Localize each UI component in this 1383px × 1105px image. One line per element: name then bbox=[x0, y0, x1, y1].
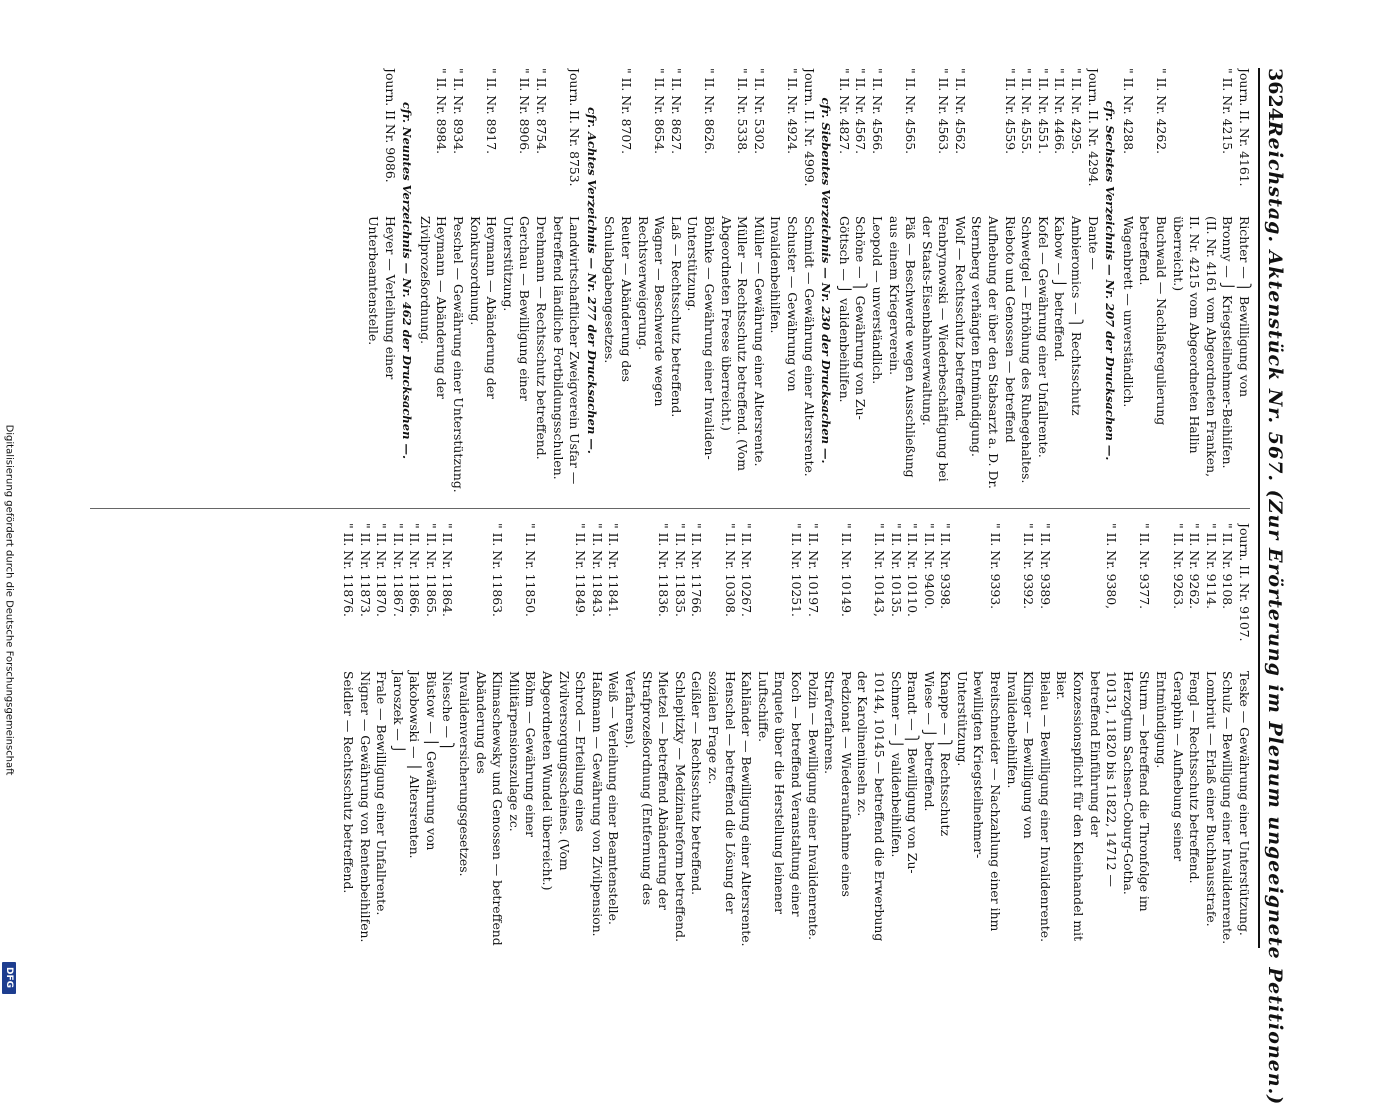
petition-text: Niesche — ⎫ bbox=[440, 671, 456, 752]
petition-entry bbox=[885, 68, 918, 493]
petition-entry bbox=[1119, 68, 1136, 493]
petition-text: Geißler — Rechtsschutz betreffend. bbox=[689, 671, 705, 896]
petition-text: Päß — Beschwerde wegen Ausschließung aus einem Kriegerverein. bbox=[886, 216, 919, 478]
petition-entry bbox=[852, 68, 869, 493]
petition-text: Böhm — Gewährung einer Militärpensionszulage zc. bbox=[506, 671, 539, 838]
journal-reference: " II. Nr. 9392. bbox=[1021, 523, 1037, 610]
petition-text: Göttsch — ⎭ validenbeihilfen. bbox=[836, 216, 852, 403]
journal-reference: " II. Nr. 9398. bbox=[938, 523, 954, 610]
journal-reference: " II. Nr. 9380, bbox=[1104, 523, 1120, 610]
journal-reference: " II. Nr. 8626. bbox=[702, 68, 717, 155]
left-column bbox=[82, 68, 1252, 493]
petition-entry bbox=[937, 523, 954, 948]
journal-reference: Journ. II. Nr. 4909. bbox=[801, 68, 817, 187]
journal-reference: " II. Nr. 9389. bbox=[1037, 523, 1053, 610]
petition-entry bbox=[365, 68, 398, 493]
journal-reference: " II. Nr. 11843. bbox=[589, 523, 605, 617]
petition-entry bbox=[499, 68, 532, 493]
journal-reference: " II. Nr. 4551. bbox=[1035, 68, 1051, 155]
journal-reference: " II. Nr. 8627. bbox=[668, 68, 684, 155]
petition-text: Schwetgel — Erhöhung des Ruhegehaltes. bbox=[1019, 216, 1035, 484]
column-divider bbox=[90, 508, 1250, 509]
petition-text: Müller — Rechtsschutz betreffend. (Vom Abgeordneten Freese überreicht.) bbox=[718, 216, 751, 472]
petition-entry bbox=[450, 68, 467, 493]
petition-text: Klimaschewsky und Genossen — betreffend Abänderung des Invalidenversicherungsgesetzes. bbox=[457, 671, 506, 946]
petition-text: 10131, 11820 bis 11822, 14712 — betreffend Einführung der Konzessionspflicht für den Kleinhandel mit Bier. bbox=[1054, 671, 1120, 942]
petition-entry bbox=[621, 523, 671, 948]
journal-reference: " II. Nr. 9263. bbox=[1170, 523, 1186, 610]
section-heading: cfr. Neuntes Verzeichnis — Nr. 462 der Drucksachen —. bbox=[400, 102, 415, 459]
petition-entry bbox=[339, 523, 356, 948]
petition-text: Schlepitzky — Medizinalreform betreffend. bbox=[672, 671, 688, 943]
petition-text: Henschel — betreffend die Lösung der sozialen Frage zc. bbox=[706, 671, 738, 914]
petition-text: Schmidt — Gewährung einer Altersrente. bbox=[801, 216, 817, 477]
dfg-logo: DFG bbox=[2, 962, 16, 994]
petition-text: Büstow — ⎪ Gewährung von bbox=[423, 671, 439, 851]
page-margin bbox=[0, 0, 18, 1000]
journal-reference: " II. Nr. 10197. bbox=[805, 523, 821, 617]
petition-text: Breitschneider — Nachzahlung einer ihm bewilligten Kriegsteilnehmer-Unterstützung. bbox=[954, 671, 1004, 932]
petition-text: (II. Nr. 4161 vom Abgeordneten Franken, II. Nr. 4215 vom Abgeordneten Hallin überreicht.) bbox=[1170, 216, 1219, 478]
petition-entry bbox=[1219, 523, 1236, 948]
journal-reference: " II. Nr. 4562. bbox=[952, 68, 968, 155]
petition-entry bbox=[868, 68, 885, 493]
petition-entry bbox=[422, 523, 439, 948]
petition-entry bbox=[1235, 523, 1252, 948]
petition-entry bbox=[754, 523, 804, 948]
journal-reference bbox=[1169, 68, 1219, 216]
petition-entry bbox=[505, 523, 538, 948]
petition-text: Drehmann — Rechtsschutz betreffend. bbox=[534, 216, 550, 460]
journal-reference: " II. Nr. 9262. bbox=[1187, 523, 1203, 610]
petition-entry bbox=[804, 523, 821, 948]
petition-text: Wiese — ⎭ betreffend. bbox=[921, 671, 937, 812]
petition-text: Gerchau — Bewilligung einer Unterstützung. bbox=[500, 216, 533, 401]
rotated-page-content bbox=[70, 68, 1290, 1105]
journal-reference: " II. Nr. 4295. bbox=[1069, 68, 1085, 155]
journal-reference: " II. Nr. 4555. bbox=[1019, 68, 1035, 155]
journal-reference: " II. Nr. 4827. bbox=[836, 68, 852, 155]
page-header bbox=[1258, 68, 1290, 1105]
petition-entry bbox=[671, 523, 688, 948]
journal-reference: " II. Nr. 10143, bbox=[871, 523, 887, 617]
petition-text: Schuster — Gewährung von Invalidenbeihilfen. bbox=[768, 216, 800, 392]
petition-entry bbox=[704, 523, 737, 948]
journal-reference: " II. Nr. 11836. bbox=[656, 523, 672, 617]
digitization-credit: Digitalisierung gefördert durch die Deutsche Forschungsgemeinschaft bbox=[3, 424, 15, 776]
petition-text: Landwirtschaftlicher Zweigverein Usfar — betreffend ländliche Fortbildungsschulen. bbox=[550, 216, 583, 485]
petition-entry bbox=[439, 523, 456, 948]
journal-reference: " II. Nr. 4559. bbox=[1002, 68, 1018, 155]
petition-text: Böhnke — Gewährung einer Invaliden-Unterstützung. bbox=[685, 216, 717, 460]
journal-reference: " II. Nr. 9377. bbox=[1137, 523, 1153, 610]
journal-reference: " II. Nr. 9393. bbox=[988, 523, 1004, 610]
journal-reference: " II. Nr. 9108. bbox=[1220, 523, 1236, 610]
journal-reference: Journ. II. Nr. 4161. bbox=[1237, 68, 1252, 187]
petition-entry bbox=[634, 68, 667, 493]
petition-text: Fenbrynowski — Wiederbeschäftigung bei der Staats-Eisenbahnverwaltung. bbox=[919, 216, 952, 482]
petition-entry bbox=[1053, 523, 1119, 948]
journal-reference: " II. Nr. 10251. bbox=[788, 523, 804, 617]
petition-entry bbox=[1136, 68, 1169, 493]
petition-entry bbox=[1067, 68, 1084, 493]
petition-entry bbox=[601, 68, 634, 493]
petition-entry bbox=[1169, 68, 1219, 493]
petition-text: Kahländer — Bewilligung einer Altersrente. bbox=[739, 671, 755, 947]
journal-reference: " II. Nr. 11835. bbox=[672, 523, 688, 617]
journal-reference: " II. Nr. 8917. bbox=[484, 68, 500, 155]
petition-text: Heyer — Verleihung einer Unterbeamtenstelle. bbox=[366, 216, 398, 380]
petition-entry bbox=[406, 523, 423, 948]
petition-entry bbox=[835, 68, 852, 493]
petition-text: Frale — Bewilligung einer Unfallrente. bbox=[374, 671, 390, 916]
petition-text: Ambieromics — ⎫ Rechtsschutz bbox=[1069, 216, 1085, 416]
journal-reference: Journ. II Nr. 9086. bbox=[382, 68, 398, 183]
journal-reference: " II. Nr. 11873. bbox=[357, 523, 373, 617]
petition-text: Wagenbrett — unverständlich. bbox=[1120, 216, 1136, 408]
journal-reference: " II. Nr. 11850. bbox=[523, 523, 539, 617]
petition-text: Klinger — Bewilligung von Invalidenbeihilfen. bbox=[1004, 671, 1037, 839]
journal-reference: " II. Nr. 8934. bbox=[451, 68, 467, 155]
petition-text: Buchwald — Nachlaßregulierung betreffend. bbox=[1137, 216, 1170, 426]
petition-text: Geraphin — Aufhebung seiner Entmündigung. bbox=[1154, 671, 1186, 862]
petition-entry bbox=[1084, 68, 1101, 493]
petition-entry bbox=[1018, 68, 1035, 493]
journal-reference: " II. Nr. 10135. bbox=[888, 523, 904, 617]
petition-entry bbox=[1235, 68, 1252, 493]
journal-reference: " II. Nr. 8984. bbox=[434, 68, 450, 155]
running-head: Reichstag. Aktenstück Nr. 567. (Zur Erörterung im Plenum ungeeignete Petitionen.) bbox=[1264, 120, 1286, 1105]
petition-text: Richter — ⎫ Bewilligung von bbox=[1237, 216, 1252, 398]
section-heading: cfr. Achtes Verzeichnis — Nr. 277 der Drucksachen —. bbox=[584, 107, 599, 454]
petition-text: Schrod — Erteilung eines Zivilversorgungsscheines. (Vom Abgeordneten Wundel überreicht.) bbox=[540, 671, 589, 891]
petition-entry bbox=[416, 68, 449, 493]
petition-entry bbox=[738, 523, 755, 948]
petition-entry bbox=[356, 523, 373, 948]
petition-text: Lombriut — Erlaß einer Buchhausstrafe. bbox=[1203, 671, 1219, 927]
right-column bbox=[82, 523, 1252, 948]
petition-entry bbox=[750, 68, 767, 493]
petition-text: Weiß — Verleihung einer Beamtenstelle. bbox=[606, 671, 622, 925]
petition-text: Dante — bbox=[1085, 216, 1101, 270]
petition-text: Reuter — Abänderung des Schulabgabengesetzes. bbox=[602, 216, 635, 383]
journal-reference: " II. Nr. 8754. bbox=[534, 68, 550, 155]
journal-reference: Journ. II. Nr. 8753. bbox=[567, 68, 583, 187]
journal-reference: " II. Nr. 10110. bbox=[905, 523, 921, 617]
section-heading: cfr. Sechstes Verzeichnis — Nr. 207 der Drucksachen —. bbox=[1103, 100, 1118, 461]
petition-entry bbox=[389, 523, 406, 948]
petition-entry bbox=[1051, 68, 1068, 493]
petition-text: Bronny — ⎭ Kriegsteilnehmer-Beihilfen. bbox=[1220, 216, 1236, 469]
petition-entry bbox=[1036, 523, 1053, 948]
petition-text: Schmer — ⎭ validenbeihilfen. bbox=[888, 671, 904, 858]
journal-reference: " II. Nr. 9400. bbox=[921, 523, 937, 610]
petition-entry bbox=[951, 68, 968, 493]
petition-entry bbox=[968, 68, 1018, 493]
journal-reference: " II. Nr. 5302. bbox=[751, 68, 767, 155]
journal-reference: " II. Nr. 11865. bbox=[423, 523, 439, 617]
petition-text: Jakobowski — ⎪ Altersrenten. bbox=[407, 671, 423, 859]
petition-text: Laß — Rechtsschutz betreffend. bbox=[668, 216, 684, 418]
journal-reference: " II. Nr. 11867. bbox=[390, 523, 406, 617]
journal-reference: " II. Nr. 4566. bbox=[869, 68, 885, 155]
petition-entry bbox=[373, 523, 390, 948]
petition-text: Rieboto und Genossen — betreffend Aufhebung der über den Stabsarzt a. D. Dr. Sternberg verhängten Entmündigung. bbox=[969, 216, 1018, 489]
petition-entry bbox=[918, 68, 951, 493]
page-number: 3624 bbox=[1264, 68, 1286, 121]
journal-reference: " II. Nr. 10267. bbox=[739, 523, 755, 617]
journal-reference: " II. Nr. 5338. bbox=[735, 68, 751, 155]
petition-entry bbox=[549, 68, 582, 493]
petition-entry bbox=[466, 68, 499, 493]
petition-entry bbox=[456, 523, 506, 948]
petition-entry bbox=[1186, 523, 1203, 948]
journal-reference: " II. Nr. 10149. bbox=[838, 523, 854, 617]
journal-reference: " II. Nr. 11866. bbox=[407, 523, 423, 617]
petition-text: Knappe — ⎫ Rechtsschutz bbox=[938, 671, 954, 837]
petition-text: Müller — Gewährung einer Altersrente. bbox=[751, 216, 767, 467]
petition-text: Seidler — Rechtsschutz betreffend. bbox=[340, 671, 356, 894]
journal-reference: " II. Nr. 4924. bbox=[784, 68, 800, 155]
petition-text: Pedzionat — Wiederaufnahme eines Strafverfahrens. bbox=[822, 671, 854, 897]
journal-reference: " II. Nr. 4288. bbox=[1120, 68, 1136, 155]
petition-entry bbox=[767, 68, 800, 493]
petition-text: Schulz — Bewilligung einer Invalidenrente. bbox=[1220, 671, 1236, 945]
journal-reference: " II. Nr. 8707. bbox=[619, 68, 635, 155]
journal-reference: " II. Nr. 4565. bbox=[903, 68, 919, 155]
journal-reference: " II. Nr. 11864. bbox=[440, 523, 456, 617]
journal-reference: " II. Nr. 11849. bbox=[573, 523, 589, 617]
petition-text: Haßmann — Gewährung von Zivilpension. bbox=[589, 671, 605, 937]
journal-reference: " II. Nr. 11876. bbox=[340, 523, 356, 617]
petition-entry bbox=[1034, 68, 1051, 493]
journal-reference: " II. Nr. 4215. bbox=[1220, 68, 1236, 155]
petition-entry bbox=[821, 523, 854, 948]
petition-text: Schöne — ⎫ Gewährung von Zu- bbox=[853, 216, 869, 420]
petition-entry bbox=[953, 523, 1003, 948]
petition-entry bbox=[684, 68, 717, 493]
petition-text: Bielau — Bewilligung einer Invalidenrente. bbox=[1037, 671, 1053, 943]
journal-reference: " II. Nr. 9114. bbox=[1203, 523, 1219, 610]
journal-reference: " II. Nr. 4262. bbox=[1154, 68, 1170, 155]
petition-entry bbox=[1003, 523, 1036, 948]
petition-entry bbox=[667, 68, 684, 493]
petition-entry bbox=[717, 68, 750, 493]
petition-text: Fengl — Rechtsschutz betreffend. bbox=[1187, 671, 1203, 884]
journal-reference: Journ. II. Nr. 4294. bbox=[1085, 68, 1101, 187]
petition-text: Mietzel — betreffend Abänderung der Strafprozeßordnung (Entfernung des Verfahrens). bbox=[623, 671, 672, 910]
journal-reference: " II. Nr. 11766. bbox=[689, 523, 705, 617]
petition-entry bbox=[1152, 523, 1185, 948]
petition-text: Nigner — Gewährung von Rentenbeihilfen. bbox=[357, 671, 373, 943]
petition-text: Polzin — Bewilligung einer Invalidenrente. bbox=[805, 671, 821, 941]
petition-text: Wagner — Beschwerde wegen Rechtsverweigerung. bbox=[635, 216, 668, 407]
petition-entry bbox=[588, 523, 605, 948]
journal-reference: " II. Nr. 8906. bbox=[517, 68, 533, 155]
petition-entry bbox=[605, 523, 622, 948]
petition-text: Teske — Gewährung einer Unterstützung. bbox=[1237, 671, 1252, 936]
petition-text: Jaroszek — ⎭ bbox=[390, 671, 406, 755]
journal-reference: " II. Nr. 11870. bbox=[374, 523, 390, 617]
petition-entry bbox=[904, 523, 921, 948]
petition-text: Koch — betreffend Veranstaltung einer Enquete über die Herstellung leinener Luftschiffe. bbox=[755, 671, 804, 917]
petition-text: Kofel — Gewährung einer Unfallrente. bbox=[1035, 216, 1051, 458]
petition-text: Heymann — Abänderung der Konkursordnung. bbox=[467, 216, 500, 399]
section-heading: cfr. Siebentes Verzeichnis — Nr. 230 der Drucksachen —. bbox=[819, 97, 834, 464]
petition-entry bbox=[1219, 68, 1236, 493]
scanned-page bbox=[70, 68, 1290, 1105]
petition-entry bbox=[688, 523, 705, 948]
journal-reference: " II. Nr. 10308. bbox=[722, 523, 738, 617]
petition-entry bbox=[920, 523, 937, 948]
petition-entry bbox=[1202, 523, 1219, 948]
petition-text: Wolf — Rechtsschutz betreffend. bbox=[952, 216, 968, 422]
petition-text: Peschel — Gewährung einer Unterstützung. bbox=[451, 216, 467, 493]
petition-text: Heymann — Abänderung der Zivilprozeßordnung. bbox=[417, 216, 450, 399]
journal-reference: " II. Nr. 11863. bbox=[490, 523, 506, 617]
petition-text: Brandt — ⎫ Bewilligung von Zu- bbox=[905, 671, 921, 874]
journal-reference: " II. Nr. 4466. bbox=[1052, 68, 1068, 155]
petition-entry bbox=[1119, 523, 1152, 948]
journal-reference: " II. Nr. 8654. bbox=[652, 68, 668, 155]
petition-entry bbox=[800, 68, 817, 493]
petition-entry bbox=[854, 523, 887, 948]
petition-text: Sturm — betreffend die Thronfolge im Herzogtum Sachsen-Coburg-Gotha. bbox=[1120, 671, 1153, 912]
journal-reference: " II. Nr. 4563. bbox=[936, 68, 952, 155]
petition-text: Kabow — ⎭ betreffend. bbox=[1052, 216, 1068, 362]
petition-text: 10144, 10145 — betreffend die Erwerbung der Karolineninseln zc. bbox=[855, 671, 887, 942]
petition-entry bbox=[538, 523, 588, 948]
journal-reference: " II. Nr. 4567. bbox=[853, 68, 869, 155]
journal-reference: Journ. II. Nr. 9107. bbox=[1237, 523, 1252, 642]
petition-entry bbox=[887, 523, 904, 948]
petition-entry bbox=[532, 68, 549, 493]
petition-text: Leopold — unverständlich. bbox=[869, 216, 885, 385]
journal-reference: " II. Nr. 11841. bbox=[606, 523, 622, 617]
